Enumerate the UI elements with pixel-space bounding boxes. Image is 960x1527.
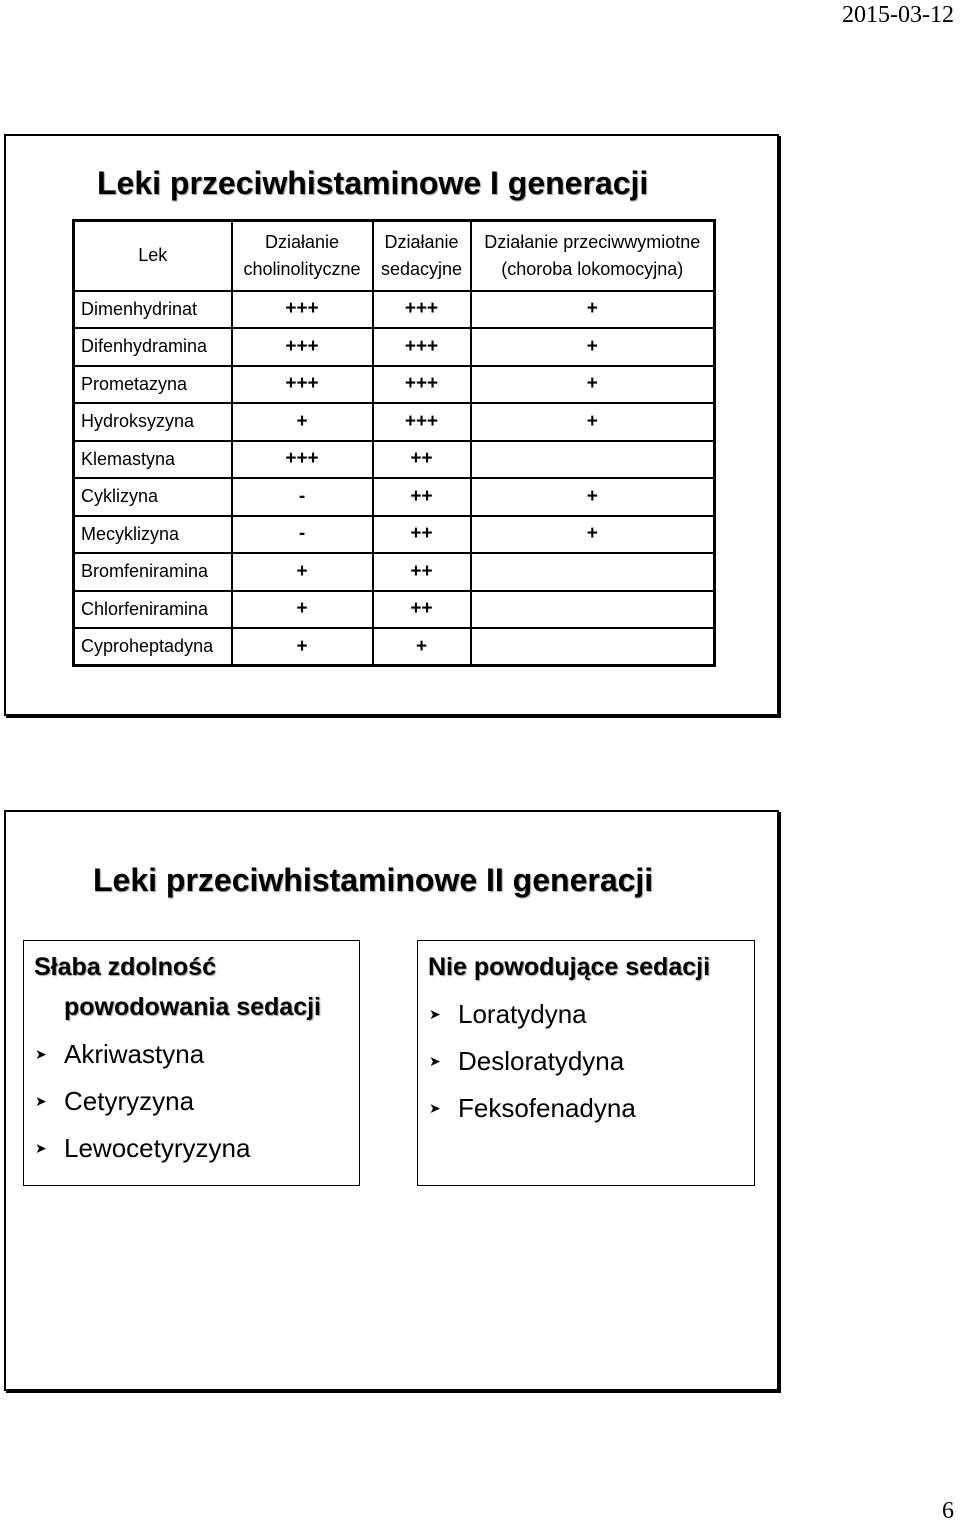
- arrow-bullet-icon: ➤: [429, 1006, 441, 1022]
- activity-cell: +: [232, 591, 373, 629]
- antihistamine-table: [72, 219, 716, 667]
- document-date: 2015-03-12: [842, 2, 954, 28]
- table-header-row: [74, 221, 715, 291]
- drug-name-cell: Difenhydramina: [74, 328, 232, 366]
- activity-cell: +: [373, 628, 471, 666]
- activity-cell: +: [232, 628, 373, 666]
- activity-cell: +: [232, 553, 373, 591]
- slide-title: Leki przeciwhistaminowe II generacji: [93, 862, 654, 898]
- activity-cell: ++: [373, 516, 471, 554]
- activity-cell: +: [471, 478, 715, 516]
- table-body: [74, 291, 715, 666]
- arrow-bullet-icon: ➤: [35, 1093, 47, 1109]
- activity-cell: +: [232, 403, 373, 441]
- header-lek: Lek: [74, 221, 232, 291]
- table-row: [74, 366, 715, 404]
- activity-cell: ++: [373, 478, 471, 516]
- activity-cell: [471, 441, 715, 479]
- table-row: [74, 628, 715, 666]
- activity-cell: +: [471, 403, 715, 441]
- drug-name-cell: Mecyklizyna: [74, 516, 232, 554]
- drug-list: [418, 991, 754, 1132]
- drug-name-cell: Cyklizyna: [74, 478, 232, 516]
- arrow-bullet-icon: ➤: [35, 1140, 47, 1156]
- drug-list: [24, 1031, 359, 1172]
- list-item: ➤ Loratydyna: [418, 991, 754, 1038]
- table-row: [74, 441, 715, 479]
- activity-cell: [471, 591, 715, 629]
- drug-name-cell: Hydroksyzyna: [74, 403, 232, 441]
- header-sedative: Działanie sedacyjne: [373, 221, 471, 291]
- activity-cell: +: [471, 328, 715, 366]
- header-antiemetic: Działanie przeciwwymiotne (choroba lokomocyjna): [471, 221, 715, 291]
- activity-cell: ++: [373, 591, 471, 629]
- activity-cell: [471, 553, 715, 591]
- activity-cell: ++: [373, 441, 471, 479]
- table-row: [74, 403, 715, 441]
- arrow-bullet-icon: ➤: [429, 1100, 441, 1116]
- activity-cell: +++: [232, 328, 373, 366]
- activity-cell: +++: [232, 441, 373, 479]
- activity-cell: +++: [232, 366, 373, 404]
- activity-cell: +++: [373, 366, 471, 404]
- activity-cell: +++: [373, 403, 471, 441]
- activity-cell: ++: [373, 553, 471, 591]
- activity-cell: +++: [373, 291, 471, 329]
- drug-name-cell: Dimenhydrinat: [74, 291, 232, 329]
- activity-cell: +: [471, 516, 715, 554]
- activity-cell: [471, 628, 715, 666]
- table-row: [74, 591, 715, 629]
- activity-cell: +++: [373, 328, 471, 366]
- list-item: ➤ Cetyryzyna: [24, 1078, 359, 1125]
- arrow-bullet-icon: ➤: [35, 1046, 47, 1062]
- box-heading: Słaba zdolność powodowania sedacji: [34, 953, 321, 1021]
- list-item: ➤ Feksofenadyna: [418, 1085, 754, 1132]
- activity-cell: -: [232, 516, 373, 554]
- header-cholinolytic: Działanie cholinolityczne: [232, 221, 373, 291]
- non-sedating-box: [417, 940, 755, 1186]
- activity-cell: +++: [232, 291, 373, 329]
- weak-sedation-box: [23, 940, 360, 1186]
- box-heading: Nie powodujące sedacji: [428, 953, 711, 981]
- drug-name-cell: Klemastyna: [74, 441, 232, 479]
- slide-first-generation: [4, 134, 779, 716]
- slide-second-generation: [4, 810, 779, 1391]
- table-row: [74, 553, 715, 591]
- drug-name-cell: Cyproheptadyna: [74, 628, 232, 666]
- activity-cell: +: [471, 291, 715, 329]
- activity-cell: +: [471, 366, 715, 404]
- page-number: 6: [942, 1498, 954, 1524]
- arrow-bullet-icon: ➤: [429, 1053, 441, 1069]
- table-row: [74, 478, 715, 516]
- table-row: [74, 291, 715, 329]
- list-item: ➤ Akriwastyna: [24, 1031, 359, 1078]
- drug-name-cell: Chlorfeniramina: [74, 591, 232, 629]
- list-item: ➤ Lewocetyryzyna: [24, 1125, 359, 1172]
- slide-title: Leki przeciwhistaminowe I generacji: [97, 165, 649, 201]
- table-row: [74, 516, 715, 554]
- activity-cell: -: [232, 478, 373, 516]
- list-item: ➤ Desloratydyna: [418, 1038, 754, 1085]
- drug-name-cell: Prometazyna: [74, 366, 232, 404]
- table-row: [74, 328, 715, 366]
- drug-name-cell: Bromfeniramina: [74, 553, 232, 591]
